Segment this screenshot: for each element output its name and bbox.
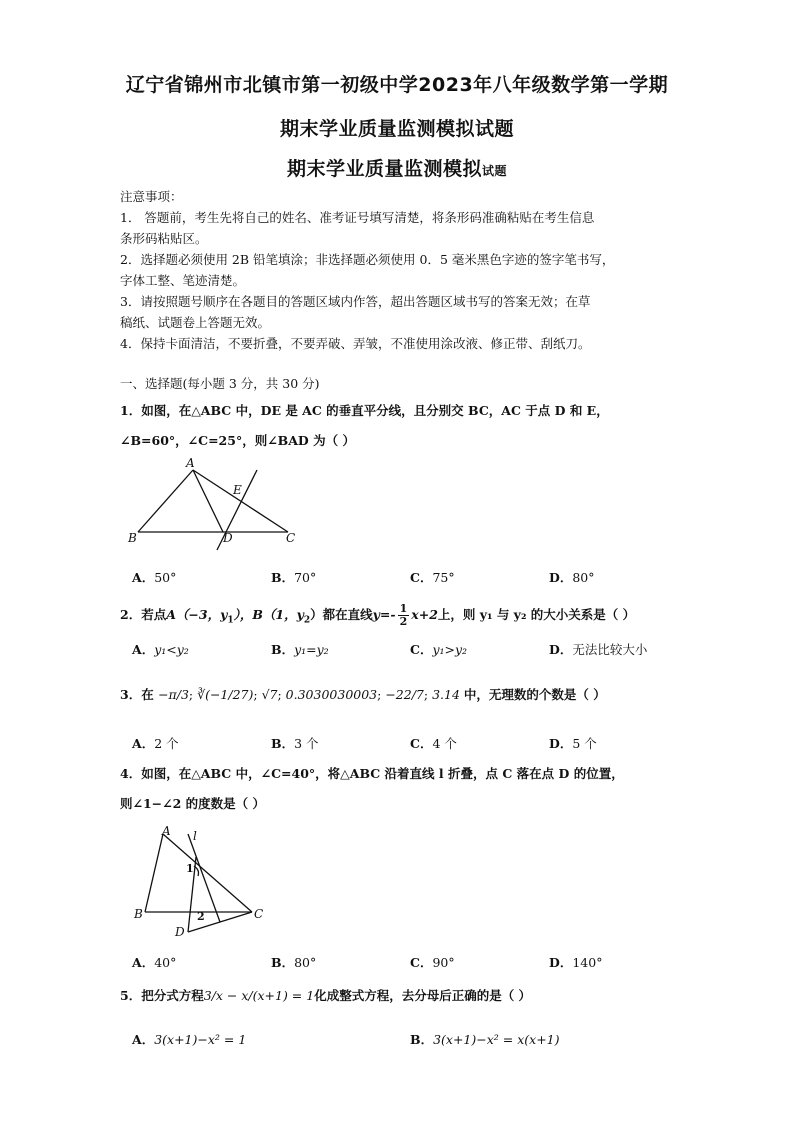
q3-option-d[interactable]: D．5 个	[549, 736, 597, 751]
q4-label-a: A	[162, 824, 171, 838]
notes-line: 3．请按照题号顺序在各题目的答题区域内作答，超出答题区域书写的答案无效；在草	[120, 294, 591, 309]
q1-label-a: A	[186, 456, 195, 470]
notes-line: 条形码粘贴区。	[120, 231, 208, 246]
q4-label-l: l	[193, 829, 197, 843]
q4-option-c[interactable]: C．90°	[410, 955, 455, 970]
q1-option-d[interactable]: D．80°	[549, 570, 595, 585]
q4-label-c: C	[254, 907, 264, 921]
q2-option-d[interactable]: D．无法比较大小	[549, 642, 648, 657]
q4-option-a[interactable]: A．40°	[132, 955, 177, 970]
q1-option-b[interactable]: B．70°	[271, 570, 317, 585]
q2-option-a[interactable]: A．y₁<y₂	[132, 642, 189, 657]
q5-line: 5．把分式方程3/x − x/(x+1) = 1化成整式方程，去分母后正确的是（ ）	[120, 988, 532, 1003]
q5-option-a[interactable]: A．3(x+1)−x² = 1	[132, 1032, 247, 1047]
q5-equation: 3/x − x/(x+1) = 1	[203, 988, 315, 1003]
notes-line: 1． 答题前，考生先将自己的姓名、准考证号填写清楚，将条形码准确粘贴在考生信息	[120, 210, 595, 225]
q1-option-a[interactable]: A．50°	[132, 570, 177, 585]
q4-line-1: 4．如图，在△ABC 中，∠C=40°，将△ABC 沿着直线 l 折叠，点 C 落在点 D 的位置，	[120, 766, 624, 781]
q4-line-2: 则∠1−∠2 的度数是（ ）	[120, 796, 266, 811]
q4-angle-2: 2	[197, 910, 205, 923]
q2-option-b[interactable]: B．y₁=y₂	[271, 642, 329, 657]
q4-label-d: D	[175, 925, 185, 939]
q3-option-b[interactable]: B．3 个	[271, 736, 319, 751]
notes-line: 4．保持卡面清洁，不要折叠，不要弄破、弄皱，不准使用涂改液、修正带、刮纸刀。	[120, 336, 591, 351]
section-heading: 一、选择题(每小题 3 分，共 30 分)	[120, 376, 320, 391]
q3-option-a[interactable]: A．2 个	[132, 736, 179, 751]
q4-label-b: B	[134, 907, 143, 921]
notes-heading: 注意事项：	[120, 189, 183, 204]
q3-line: 3．在 −π/3; ∛(−1/27); √7; 0.3030030003; −22/7; 3.14 中，无理数的个数是（ ）	[120, 687, 606, 702]
q3-number-list: −π/3; ∛(−1/27); √7; 0.3030030003; −22/7; 3.14	[158, 687, 460, 702]
title-line-1: 辽宁省锦州市北镇市第一初级中学2023年八年级数学第一学期	[125, 74, 669, 96]
q1-triangle-figure	[125, 455, 315, 555]
title-line-3	[0, 154, 794, 181]
q1-line-2: ∠B=60°，∠C=25°，则∠BAD 为（ ）	[120, 433, 355, 448]
q4-option-d[interactable]: D．140°	[549, 955, 603, 970]
title-line-3-main: 期末学业质量监测模拟	[286, 158, 482, 180]
q2-line: 2．若点A（−3，$y_1$），B（1，$y_2$）都在直线y=- $\frac{1}{2}$ x+2上，则 y₁ 与 y₂ 的大小关系是（ ）	[120, 602, 636, 628]
q2-option-c[interactable]: C．y₁>y₂	[410, 642, 468, 657]
q5-option-b[interactable]: B．3(x+1)−x² = x(x+1)	[410, 1032, 560, 1047]
q1-label-c: C	[286, 531, 296, 545]
notes-line: 2．选择题必须使用 2B 铅笔填涂；非选择题必须使用 0．5 毫米黑色字迹的签字笔书写，	[120, 252, 615, 267]
notes-line: 稿纸、试题卷上答题无效。	[120, 315, 271, 330]
q4-fold-figure	[128, 822, 278, 944]
notes-line: 字体工整、笔迹清楚。	[120, 273, 246, 288]
q1-label-b: B	[128, 531, 137, 545]
q1-label-e: E	[233, 483, 242, 497]
q3-option-c[interactable]: C．4 个	[410, 736, 457, 751]
q1-option-c[interactable]: C．75°	[410, 570, 455, 585]
title-line-3-small: 试题	[482, 164, 508, 178]
title-line-2: 期末学业质量监测模拟试题	[279, 118, 514, 140]
q4-option-b[interactable]: B．80°	[271, 955, 317, 970]
q1-line-1: 1．如图，在△ABC 中，DE 是 AC 的垂直平分线，且分别交 BC，AC 于点 D 和 E，	[120, 403, 609, 418]
q1-label-d: D	[223, 531, 233, 545]
q4-angle-1: 1	[186, 862, 194, 875]
